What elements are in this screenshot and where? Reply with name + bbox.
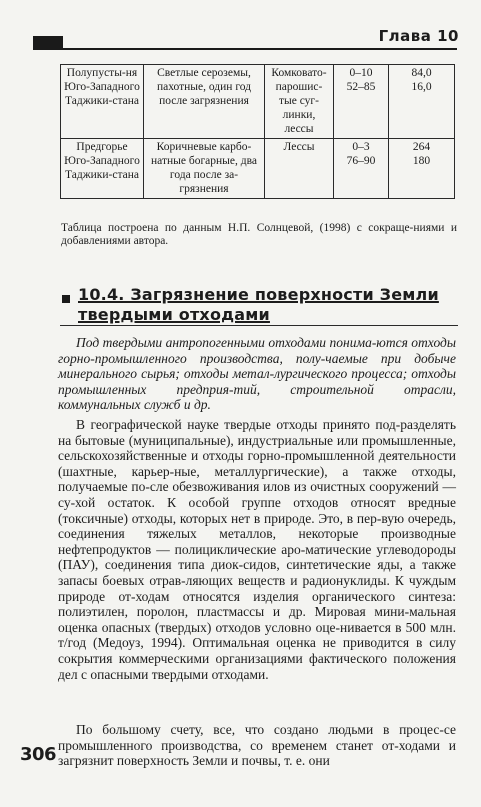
section-heading: [78, 285, 458, 325]
table-row: [61, 139, 455, 199]
table-row: [61, 65, 455, 139]
soil-data-table: [60, 64, 455, 199]
table-cell: Светлые сероземы, пахотные, один год после загрязнения: [144, 65, 265, 139]
section-rule: [60, 325, 458, 326]
table-cell: Коричневые карбо-натные богарные, два года после за-грязнения: [144, 139, 265, 199]
section-title: 10.4. Загрязнение поверхности Земли твердыми отходами: [78, 285, 439, 324]
running-head-chapter: Глава 10: [378, 27, 459, 45]
table-cell: 84,0 16,0: [389, 65, 455, 139]
paragraph-main: В географической науке твердые отходы принято под-разделять на бытовые (муниципальные), индустриальные или промышленные, сельскохозяйственные и отходы горно-промышленной деятельности (шахтные, карьер-ные, металлургические), а также отходы, получаемые по-сле обезвоживания илов из очистных сооружений — су-хой остаток. К особой группе отходов относят вредные (токсичные) отходы, которых нет в природе. Это, в пер-вую очередь, соединения тяжелых металлов, некоторые производные нефтепродуктов — полициклические аро-матические углеводороды (ПАУ), соединения типа диок-сидов, синтетические яды, а также запасы боевых отрав-ляющих веществ и радионуклиды. К чуждым природе от-ходам относятся изделия органического синтеза: полиэтилен, поролон, пластмассы и др. Мировая мини-мальная оценка опасных (твердых) отходов условно оце-нивается в 500 млн. т/год (Медоуз, 1994). Оптимальная оценка не приводится в силу сокрытия коммерческими организациями фактического положения дел с опасными твердыми отходами.: [58, 417, 456, 682]
table-caption: Таблица построена по данным Н.П. Солнцевой, (1998) с сокраще-ниями и добавлениями автора.: [61, 222, 457, 247]
header-rule: [33, 48, 457, 50]
table-cell: Комковато-парошис-тые суг-линки, лессы: [265, 65, 334, 139]
page-number: 306: [20, 744, 57, 765]
table-cell: Лессы: [265, 139, 334, 199]
table-cell: Предгорье Юго-Западного Таджики-стана: [61, 139, 144, 199]
table-cell: 264 180: [389, 139, 455, 199]
table-cell: 0–3 76–90: [334, 139, 389, 199]
section-bullet: [62, 295, 70, 303]
paragraph-intro: Под твердыми антропогенными отходами понима-ются отходы горно-промышленного производства, полу-чаемые при добыче минерального сырья; отходы метал-лургического процесса; отходы промышленных предприя-тий, строительной отрасли, коммунальных служб и др.: [58, 335, 456, 413]
table-cell: Полупусты-ня Юго-Западного Таджики-стана: [61, 65, 144, 139]
table-cell: 0–10 52–85: [334, 65, 389, 139]
paragraph-last: По большому счету, все, что создано людьми в процес-се промышленного производства, со временем станет от-ходами и загрязнит поверхность Земли и почвы, т. е. они: [58, 722, 456, 769]
